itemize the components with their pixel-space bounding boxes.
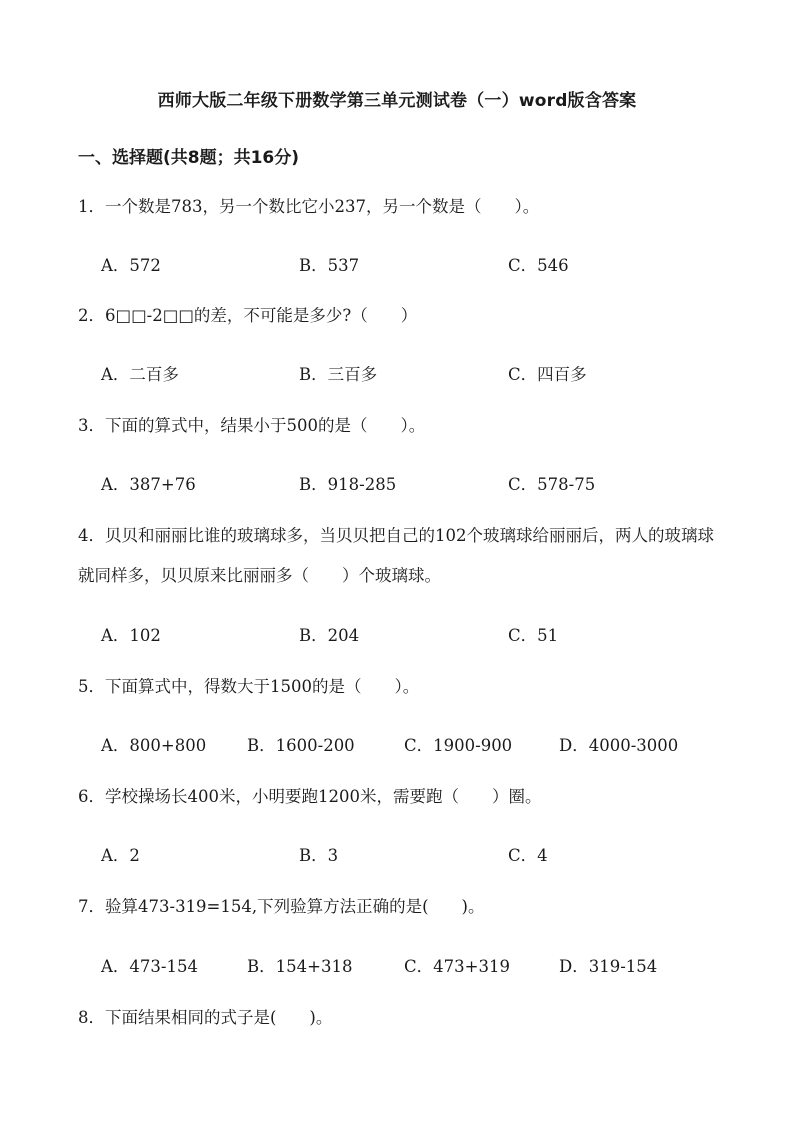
option-b: B．204 bbox=[299, 626, 360, 645]
document-title: 西师大版二年级下册数学第三单元测试卷（一）word版含答案 bbox=[157, 91, 637, 111]
question-4-options bbox=[101, 622, 741, 645]
option-c: C．4 bbox=[508, 846, 548, 865]
question-6: 6．学校操场长400米，小明要跑1200米，需要跑（ ）圈。 bbox=[78, 787, 542, 806]
question-3: 3．下面的算式中，结果小于500的是（ ）。 bbox=[78, 416, 426, 435]
option-a: A．2 bbox=[101, 846, 140, 865]
question-7: 7．验算473-319=154,下列验算方法正确的是( )。 bbox=[78, 897, 485, 916]
option-c: C．51 bbox=[508, 626, 559, 645]
question-2: 2．6□□-2□□的差，不可能是多少?（ ） bbox=[78, 306, 418, 325]
option-c: C．578-75 bbox=[508, 475, 596, 494]
option-a: A．387+76 bbox=[101, 475, 196, 494]
question-5: 5．下面算式中，得数大于1500的是（ ）。 bbox=[78, 677, 420, 696]
question-8: 8．下面结果相同的式子是( )。 bbox=[78, 1008, 333, 1027]
option-b: B．1600-200 bbox=[247, 736, 355, 755]
option-b: B．537 bbox=[299, 256, 360, 275]
question-7-options bbox=[101, 953, 741, 976]
option-c: C．1900-900 bbox=[404, 736, 513, 755]
option-c: C．四百多 bbox=[508, 365, 587, 384]
option-d: D．319-154 bbox=[559, 957, 658, 976]
option-d: D．4000-3000 bbox=[559, 736, 679, 755]
option-a: A．800+800 bbox=[101, 736, 207, 755]
option-b: B．三百多 bbox=[299, 365, 378, 384]
section-heading: 一、选择题(共8题；共16分) bbox=[78, 148, 300, 168]
question-1: 1．一个数是783，另一个数比它小237，另一个数是（ ）。 bbox=[78, 197, 540, 216]
option-c: C．473+319 bbox=[404, 957, 510, 976]
option-a: A．473-154 bbox=[101, 957, 198, 976]
option-a: A．572 bbox=[101, 256, 161, 275]
question-5-options bbox=[101, 732, 741, 755]
option-c: C．546 bbox=[508, 256, 569, 275]
option-b: B．3 bbox=[299, 846, 339, 865]
question-1-options bbox=[101, 252, 741, 275]
option-b: B．918-285 bbox=[299, 475, 397, 494]
question-6-options bbox=[101, 842, 741, 865]
option-b: B．154+318 bbox=[247, 957, 353, 976]
option-a: A．102 bbox=[101, 626, 161, 645]
question-3-options bbox=[101, 471, 741, 494]
question-4: 4．贝贝和丽丽比谁的玻璃球多，当贝贝把自己的102个玻璃球给丽丽后，两人的玻璃球就同样多，贝贝原来比丽丽多（ ）个玻璃球。 bbox=[78, 526, 714, 585]
question-2-options bbox=[101, 361, 741, 384]
option-a: A．二百多 bbox=[101, 365, 179, 384]
